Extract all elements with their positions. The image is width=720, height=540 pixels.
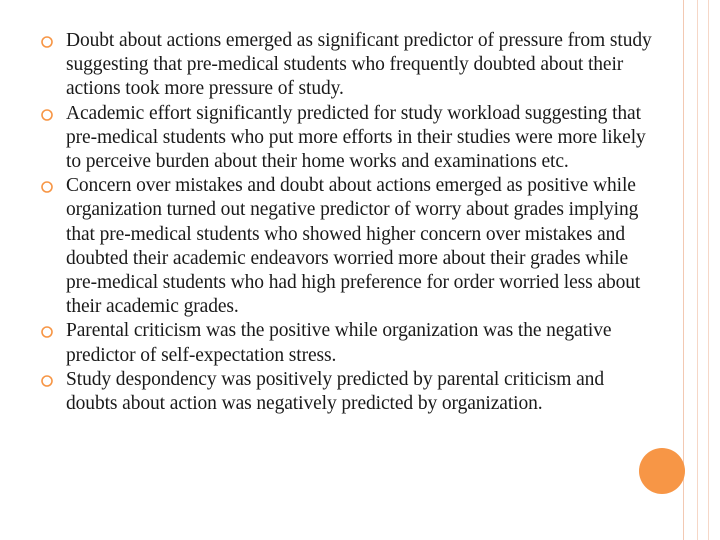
- bullet-item: [40, 29, 660, 102]
- bullet-item: [40, 368, 660, 416]
- decorative-rule: [683, 0, 684, 540]
- bullet-item: [40, 102, 660, 175]
- bullet-text: Concern over mistakes and doubt about actions emerged as positive while organization turned out negative predictor of worry about grades implying that pre-medical students who showed higher concern over mistakes and doubted their academic endeavors worried more about their grades while pre-medical students who had high preference for order worried less about their academic grades.: [66, 175, 641, 318]
- ring-bullet-icon: [40, 325, 54, 339]
- bullet-text: Doubt about actions emerged as significant predictor of pressure from study suggesting that pre-medical students who frequently doubted about their actions took more pressure of study.: [66, 30, 652, 100]
- ring-bullet-icon: [40, 374, 54, 388]
- bullet-item: [40, 319, 660, 367]
- bullet-list: [40, 29, 660, 416]
- orange-circle-decoration: [639, 448, 685, 494]
- bullet-text: Academic effort significantly predicted for study workload suggesting that pre-medical students who put more efforts in their studies were more likely to perceive burden about their home works and examinations etc.: [66, 102, 646, 173]
- slide-content: [40, 29, 660, 416]
- ring-bullet-icon: [40, 180, 54, 194]
- decorative-rule: [697, 0, 698, 540]
- bullet-text: Study despondency was positively predicted by parental criticism and doubts about action was negatively predicted by organization.: [66, 368, 604, 415]
- ring-bullet-icon: [40, 108, 54, 122]
- ring-bullet-icon: [40, 35, 54, 49]
- bullet-text: Parental criticism was the positive while organization was the negative predictor of self-expectation stress.: [66, 320, 612, 366]
- bullet-item: [40, 174, 660, 319]
- decorative-rule: [708, 0, 709, 540]
